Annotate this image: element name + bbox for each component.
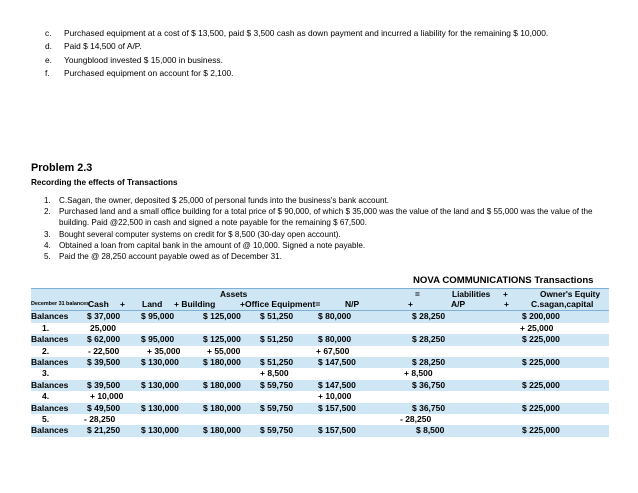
header-plus: +	[408, 299, 413, 309]
cell-accounts-payable: - 28,250	[400, 413, 432, 424]
row-label: 5.	[42, 413, 50, 424]
cell-cash: + 10,000	[90, 391, 124, 402]
table-row	[31, 403, 609, 414]
cell-notes-payable: $ 157,500	[318, 425, 356, 436]
row-label: Balances	[31, 379, 69, 390]
list-item	[0, 54, 638, 67]
cell-land: $ 95,000	[141, 311, 175, 322]
cell-notes-payable: $ 147,500	[318, 379, 356, 390]
header-plus: +	[120, 299, 125, 309]
cell-cash: $ 21,250	[87, 425, 121, 436]
row-label: Balances	[31, 402, 69, 413]
table-row	[31, 414, 609, 425]
header-notes-payable: N/P	[345, 299, 360, 309]
list-marker: f.	[45, 67, 50, 78]
header-capital: C.sagan,capital	[531, 299, 594, 309]
problem-title: Problem 2.3	[31, 162, 93, 174]
list-marker: 3.	[44, 229, 51, 239]
cell-office-equipment: $ 51,250	[260, 356, 294, 367]
cell-office-equipment: $ 59,750	[260, 379, 294, 390]
header-plus: +	[504, 299, 509, 309]
problem-subtitle: Recording the effects of Transactions	[31, 178, 178, 187]
cell-land: + 35,000	[147, 345, 181, 356]
list-marker: 5.	[44, 252, 51, 262]
cell-office-equipment: $ 59,750	[260, 402, 294, 413]
cell-building: $ 180,000	[203, 356, 241, 367]
cell-accounts-payable: $ 28,250	[412, 356, 446, 367]
cell-building: $ 180,000	[203, 402, 241, 413]
cell-cash: $ 39,500	[87, 356, 121, 367]
table-row	[31, 311, 609, 322]
list-item-text: Bought several computer systems on credit for $ 8,500 (30-day open account).	[59, 229, 341, 239]
list-marker: c.	[45, 28, 52, 38]
cell-cash: $ 37,000	[87, 311, 121, 322]
cell-office-equipment: $ 59,750	[260, 425, 294, 436]
cell-building: $ 125,000	[203, 334, 241, 345]
cell-accounts-payable: $ 8,500	[416, 425, 445, 436]
row-label: Balances	[31, 425, 69, 436]
row-label: 2.	[42, 345, 50, 356]
problem-steps	[0, 195, 638, 262]
row-label: 3.	[42, 368, 50, 379]
header-accounts-payable: A/P	[451, 299, 466, 309]
table-subheader-row	[31, 299, 609, 311]
cell-accounts-payable: $ 28,250	[412, 334, 446, 345]
list-item-text: C.Sagan, the owner, deposited $ 25,000 of personal funds into the business's bank account.	[59, 196, 390, 205]
table-row	[31, 391, 609, 402]
cell-cash: 25,000	[90, 322, 116, 333]
cell-capital: $ 225,000	[522, 402, 560, 413]
cell-capital: $ 200,000	[522, 311, 560, 322]
list-item-text: Obtained a loan from capital bank in the amount of @ 10,000. Signed a note payable.	[59, 240, 366, 250]
cell-notes-payable: $ 147,500	[318, 356, 356, 367]
table-row	[31, 425, 609, 436]
cell-capital: $ 225,000	[522, 425, 560, 436]
list-item-text: Purchased land and a small office building for a total price of $ 90,000, of which $ 35,000 was the value of the land and $ 55,000 was the value of the building. Paid @22,500 in cash and signed a note payable for the remaining $ 67,500.	[59, 207, 593, 228]
header-dec31-label: December 31 balances	[31, 301, 90, 307]
cell-cash: $ 62,000	[87, 334, 121, 345]
list-item-text: Youngblood invested $ 15,000 in business.	[64, 54, 223, 65]
table-row	[31, 346, 609, 357]
cell-land: $ 95,000	[141, 334, 175, 345]
header-building: + Building	[174, 299, 216, 309]
header-owners-equity: Owner's Equity	[540, 289, 601, 299]
list-item	[0, 206, 638, 228]
header-cash: Cash	[88, 299, 109, 309]
cell-land: $ 130,000	[141, 379, 179, 390]
table-row	[31, 357, 609, 368]
cell-cash: - 28,250	[84, 413, 116, 424]
list-item-text: Purchased equipment at a cost of $ 13,500, paid $ 3,500 cash as down payment and incurred a liability for the remaining $ 10,000.	[64, 28, 549, 38]
cell-cash: $ 39,500	[87, 379, 121, 390]
table-row	[31, 380, 609, 391]
row-label: Balances	[31, 311, 69, 322]
cell-building: + 55,000	[207, 345, 241, 356]
cell-accounts-payable: $ 36,750	[412, 379, 446, 390]
list-marker: d.	[45, 41, 52, 52]
list-item-text: Paid $ 14,500 of A/P.	[64, 41, 142, 52]
list-marker: 1.	[44, 196, 51, 205]
header-land: Land	[142, 299, 163, 309]
list-item	[0, 195, 638, 206]
cell-capital: $ 225,000	[522, 379, 560, 390]
list-item-text: Paid the @ 28,250 account payable owed as of December 31.	[59, 252, 282, 262]
list-item	[0, 67, 638, 80]
table-row	[31, 323, 609, 334]
header-plus: +	[503, 289, 508, 299]
row-label: 1.	[42, 322, 50, 333]
header-equals: =	[415, 289, 420, 299]
list-item	[0, 229, 638, 240]
table-title: NOVA COMMUNICATIONS Transactions	[413, 275, 594, 286]
cell-land: $ 130,000	[141, 356, 179, 367]
cell-capital: $ 225,000	[522, 356, 560, 367]
list-item	[0, 251, 638, 262]
list-marker: 2.	[44, 207, 51, 217]
cell-cash: - 22,500	[88, 345, 120, 356]
list-item	[0, 27, 638, 40]
cell-notes-payable: $ 80,000	[318, 311, 352, 322]
cell-building: $ 125,000	[203, 311, 241, 322]
table-row	[31, 334, 609, 345]
cell-land: $ 130,000	[141, 402, 179, 413]
cell-office-equipment: $ 51,250	[260, 334, 294, 345]
list-item	[0, 40, 638, 53]
cell-land: $ 130,000	[141, 425, 179, 436]
cell-notes-payable: $ 80,000	[318, 334, 352, 345]
cell-accounts-payable: $ 36,750	[412, 402, 446, 413]
cell-notes-payable: + 67,500	[316, 345, 350, 356]
transaction-list-top	[0, 27, 638, 80]
cell-capital: $ 225,000	[522, 334, 560, 345]
list-item-text: Purchased equipment on account for $ 2,100.	[64, 67, 234, 78]
cell-building: $ 180,000	[203, 425, 241, 436]
header-liabilities: Liabilities	[452, 289, 491, 299]
cell-building: $ 180,000	[203, 379, 241, 390]
table-header-row	[31, 288, 609, 299]
list-marker: e.	[45, 54, 52, 65]
header-assets: Assets	[220, 289, 248, 299]
cell-accounts-payable: $ 28,250	[412, 311, 446, 322]
cell-notes-payable: + 10,000	[318, 391, 352, 402]
header-office-equipment: +Office Equipment=	[240, 299, 321, 309]
transactions-table	[31, 288, 609, 437]
table-row	[31, 368, 609, 379]
list-marker: 4.	[44, 240, 51, 250]
cell-accounts-payable: + 8,500	[404, 368, 433, 379]
cell-capital: + 25,000	[520, 322, 554, 333]
cell-notes-payable: $ 157,500	[318, 402, 356, 413]
cell-office-equipment: $ 51,250	[260, 311, 294, 322]
cell-cash: $ 49,500	[87, 402, 121, 413]
list-item	[0, 240, 638, 251]
row-label: Balances	[31, 334, 69, 345]
row-label: Balances	[31, 356, 69, 367]
cell-office-equipment: + 8,500	[260, 368, 289, 379]
row-label: 4.	[42, 391, 50, 402]
